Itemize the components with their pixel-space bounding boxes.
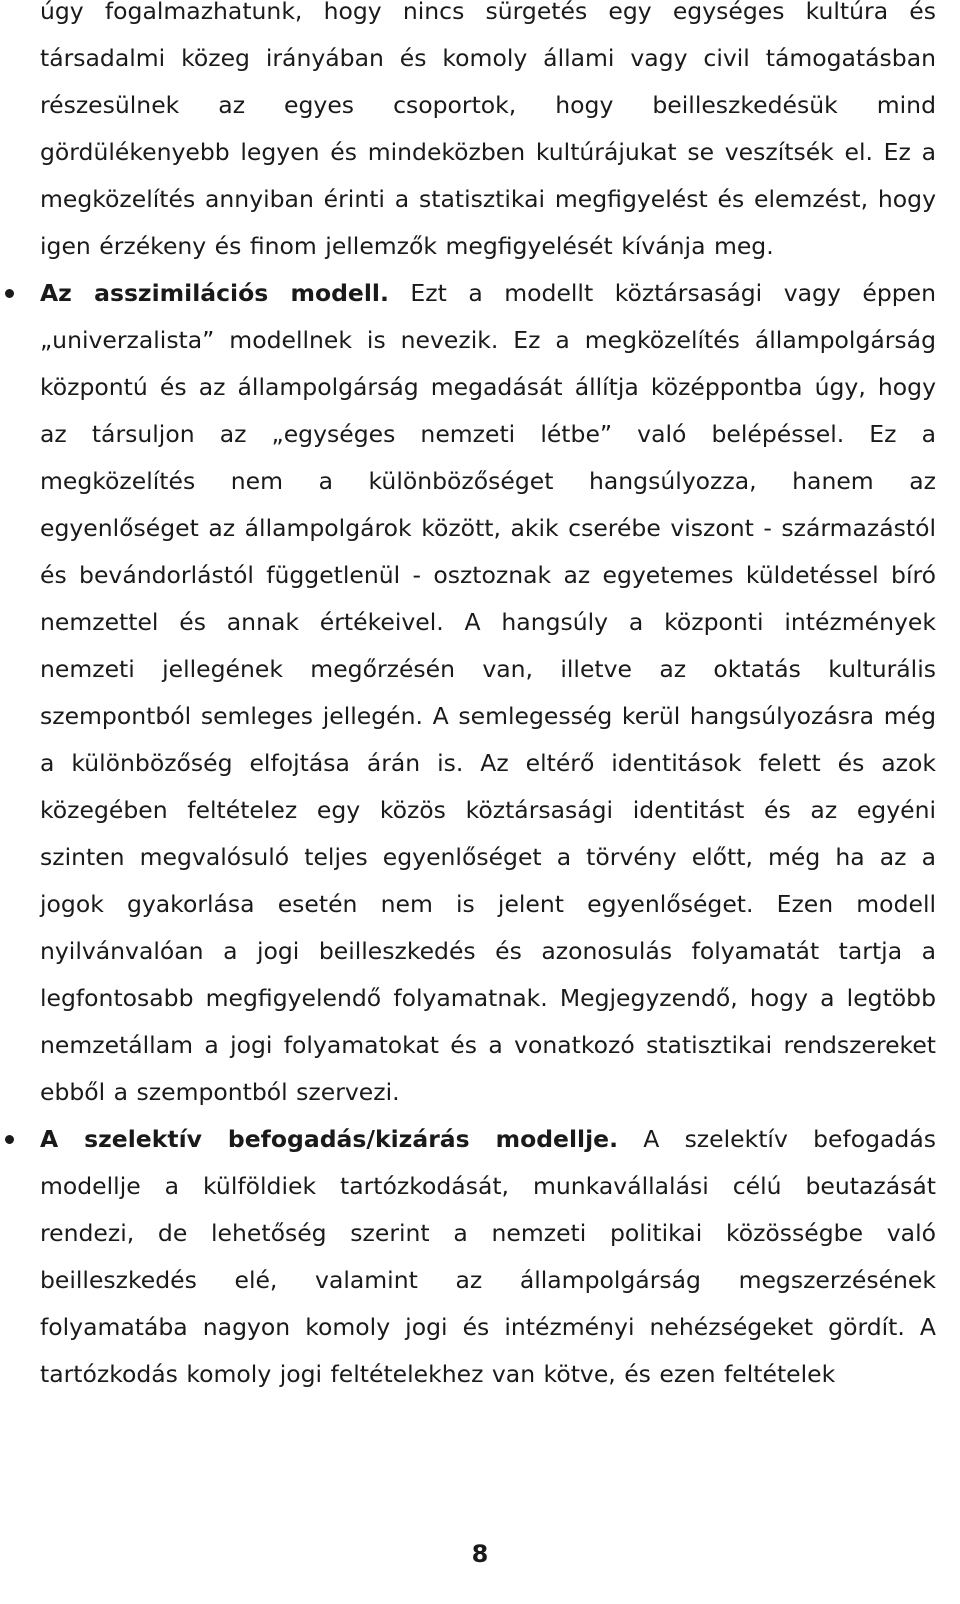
- intro-paragraph: úgy fogalmazhatunk, hogy nincs sürgetés egy egységes kultúra és társadalmi közeg irányában és komoly állami vagy civil támogatásban részesülnek az egyes csoportok, hogy beilleszkedésük mind gördülékenyebb legyen és mindeközben kultúrájukat se veszítsék el. Ez a megközelítés annyiban érinti a statisztikai megfigyelést és elemzést, hogy igen érzékeny és finom jellemzők megfigyelését kívánja meg.: [40, 0, 936, 260]
- page-number: 8: [471, 1540, 489, 1568]
- bullet-text-selective: A szelektív befogadás modellje a külföldiek tartózkodását, munkavállalási célú beutazását rendezi, de lehetőség szerint a nemzeti politikai közösségbe való beilleszkedés elé, valamint az állampolgárság megszerzésének folyamatába nagyon komoly jogi és intézményi nehézségeket gördít. A tartózkodás komoly jogi feltételekhez van kötve, és ezen feltételek: [40, 1125, 936, 1388]
- bullet-item-assimilation: [40, 270, 936, 1116]
- bullet-dot-icon: [5, 289, 14, 298]
- document-page: [40, 0, 936, 1398]
- bullet-lead-assimilation: Az asszimilációs modell.: [40, 279, 389, 307]
- bullet-text-assimilation: Ezt a modellt köztársasági vagy éppen „univerzalista” modellnek is nevezik. Ez a megközelítés állampolgárság központú és az állampolgárság megadását állítja középpontba úgy, hogy az társuljon az „egységes nemzeti létbe” való belépéssel. Ez a megközelítés nem a különbözőséget hangsúlyozza, hanem az egyenlőséget az állampolgárok között, akik cserébe viszont - származástól és bevándorlástól függetlenül - osztoznak az egyetemes küldetéssel bíró nemzettel és annak értékeivel. A hangsúly a központi intézmények nemzeti jellegének megőrzésén van, illetve az oktatás kulturális szempontból semleges jellegén. A semlegesség kerül hangsúlyozásra még a különbözőség elfojtása árán is. Az eltérő identitások felett és azok közegében feltételez egy közös köztársasági identitást és az egyéni szinten megvalósuló teljes egyenlőséget a törvény előtt, még ha az a jogok gyakorlása esetén nem is jelent egyenlőséget. Ezen modell nyilvánvalóan a jogi beilleszkedés és azonosulás folyamatát tartja a legfontosabb megfigyelendő folyamatnak. Megjegyzendő, hogy a legtöbb nemzetállam a jogi folyamatokat és a vonatkozó statisztikai rendszereket ebből a szempontból szervezi.: [40, 279, 937, 1106]
- bullet-lead-selective: A szelektív befogadás/kizárás modellje.: [40, 1125, 619, 1153]
- bullet-item-selective: [40, 1116, 936, 1398]
- bullet-dot-icon: [5, 1135, 14, 1144]
